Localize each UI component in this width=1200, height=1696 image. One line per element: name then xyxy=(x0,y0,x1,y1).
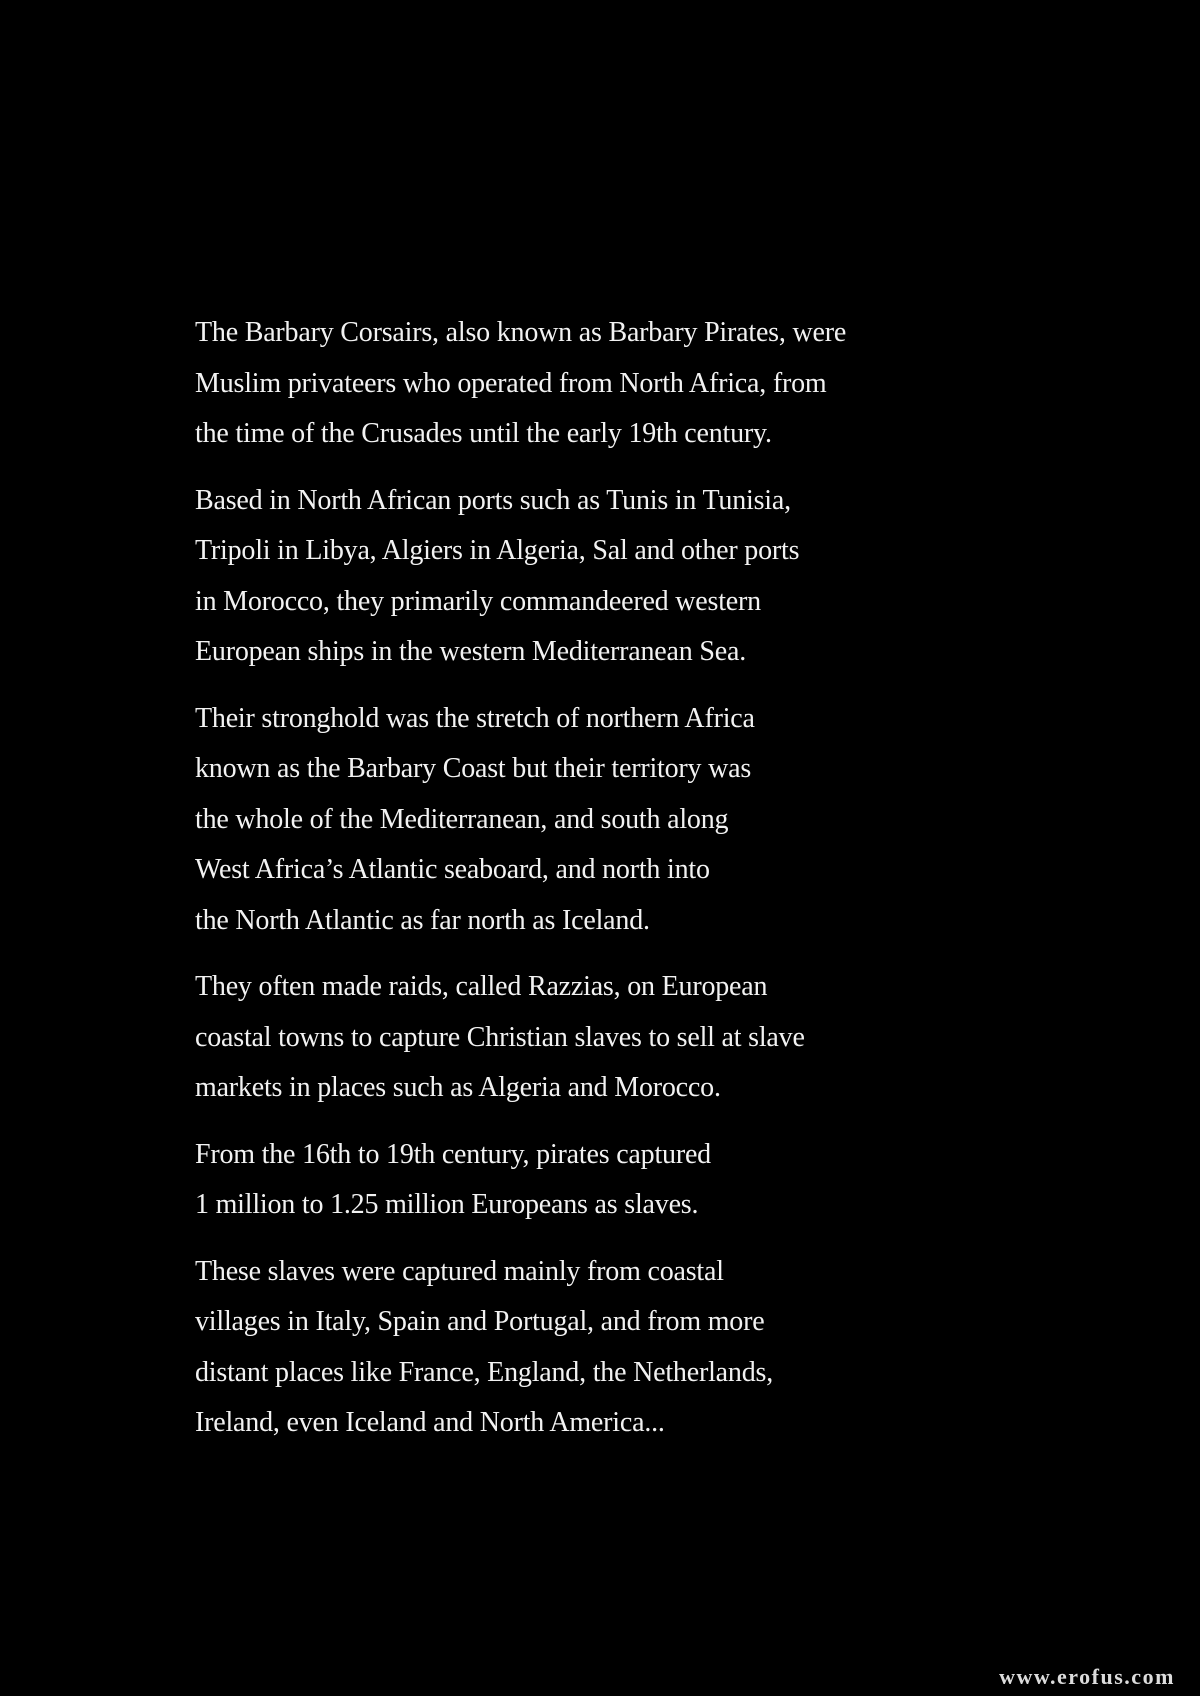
text-line: villages in Italy, Spain and Portugal, and from more xyxy=(195,1306,765,1337)
text-line: Their stronghold was the stretch of northern Africa xyxy=(195,702,755,734)
text-line: Tripoli in Libya, Algiers in Algeria, Sal and other ports xyxy=(195,535,800,566)
text-line: European ships in the western Mediterranean Sea. xyxy=(195,636,746,667)
text-block xyxy=(195,308,955,1465)
text-line: 1 million to 1.25 million Europeans as slaves. xyxy=(195,1189,699,1220)
text-line: the North Atlantic as far north as Iceland. xyxy=(195,904,650,936)
text-line: West Africa’s Atlantic seaboard, and north into xyxy=(195,854,710,885)
text-line: Muslim privateers who operated from North Africa, from xyxy=(195,367,827,399)
text-line: the time of the Crusades until the early 19th century. xyxy=(195,418,772,449)
text-line: distant places like France, England, the Netherlands, xyxy=(195,1356,773,1388)
text-line: These slaves were captured mainly from coastal xyxy=(195,1255,724,1287)
text-line: coastal towns to capture Christian slaves to sell at slave xyxy=(195,1021,805,1053)
text-line: in Morocco, they primarily commandeered western xyxy=(195,585,761,617)
paragraph-3 xyxy=(195,694,955,947)
text-line: known as the Barbary Coast but their territory was xyxy=(195,753,752,784)
text-line: markets in places such as Algeria and Morocco. xyxy=(195,1072,721,1103)
watermark-text: www.erofus.com xyxy=(999,1664,1175,1689)
watermark xyxy=(974,1658,1200,1696)
text-line: The Barbary Corsairs, also known as Barbary Pirates, were xyxy=(195,317,847,348)
paragraph-1 xyxy=(195,308,955,460)
text-line: the whole of the Mediterranean, and south along xyxy=(195,803,729,835)
text-line: Ireland, even Iceland and North America... xyxy=(195,1407,665,1438)
paragraph-4 xyxy=(195,962,955,1114)
paragraph-5 xyxy=(195,1130,955,1231)
text-line: They often made raids, called Razzias, on European xyxy=(195,971,768,1002)
paragraph-2 xyxy=(195,476,955,678)
text-line: Based in North African ports such as Tunis in Tunisia, xyxy=(195,484,791,516)
paragraph-6 xyxy=(195,1247,955,1449)
text-line: From the 16th to 19th century, pirates captured xyxy=(195,1138,711,1170)
